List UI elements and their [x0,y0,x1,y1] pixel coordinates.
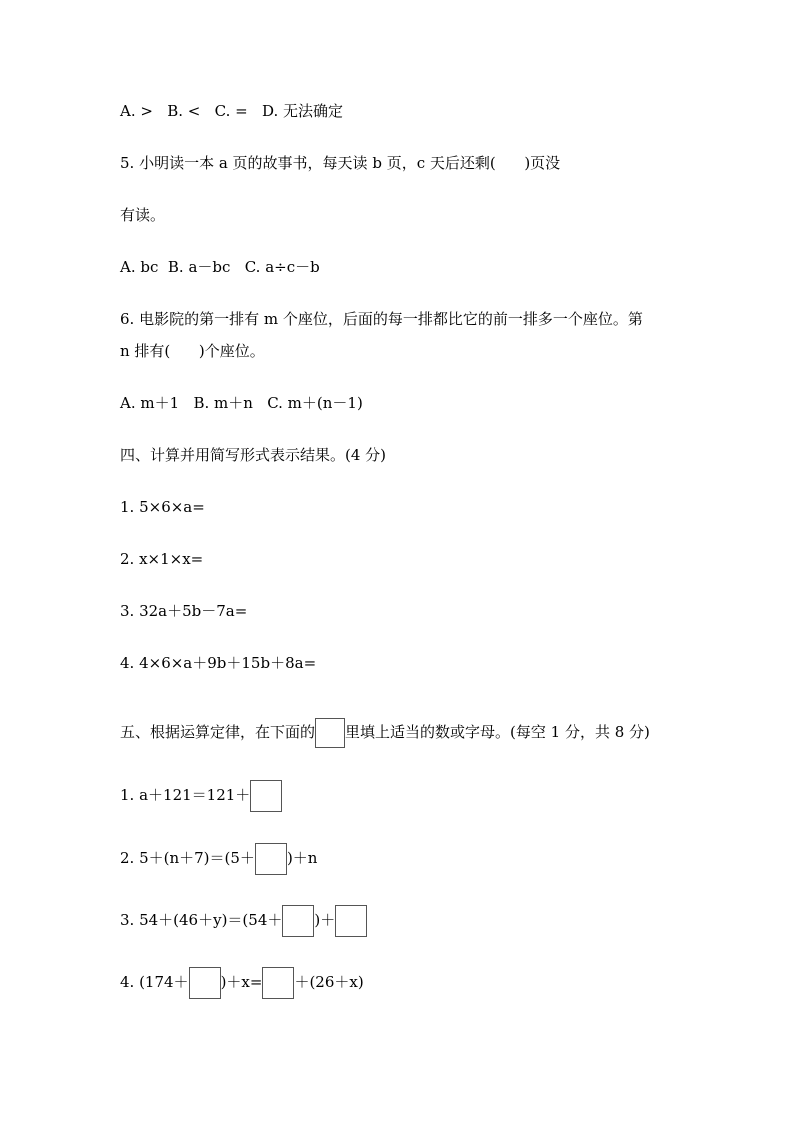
answer-box-1[interactable] [250,780,282,812]
section5-item-4-text-c: ＋(26＋x) [294,973,364,991]
section5-item-4-text-b: )＋x= [220,973,263,991]
section5-title-part1: 五、根据运算定律，在下面的 [120,723,316,741]
q5-options: A. bc B. a－bc C. a÷c－b [120,258,320,276]
section5-item-1-text: 1. a＋121＝121＋ [120,786,251,804]
q5-line2: 有读。 [120,206,166,224]
section5-item-1 [120,780,282,812]
section5-title [120,718,650,748]
answer-box-4a[interactable] [189,967,221,999]
section5-title-part2: 里填上适当的数或字母。(每空 1 分，共 8 分) [345,723,650,741]
section4-item-2: 2. x×1×x= [120,550,204,568]
q4-options: A. > B. < C. = D. 无法确定 [120,102,344,120]
section5-item-4 [120,967,364,999]
section4-item-1: 1. 5×6×a= [120,498,205,516]
section4-item-3: 3. 32a＋5b－7a= [120,602,248,620]
answer-box-4b[interactable] [262,967,294,999]
section5-item-3-text-b: )＋ [314,911,336,929]
answer-box-3b[interactable] [335,905,367,937]
q6-line2: n 排有( )个座位。 [120,342,265,360]
section5-item-2-text-b: )＋n [286,849,318,867]
q6-line1: 6. 电影院的第一排有 m 个座位，后面的每一排都比它的前一排多一个座位。第 [120,310,643,328]
section5-item-4-text-a: 4. (174＋ [120,973,189,991]
section5-item-2 [120,843,317,875]
q5-line1: 5. 小明读一本 a 页的故事书，每天读 b 页，c 天后还剩( )页没 [120,154,561,172]
q6-options: A. m＋1 B. m＋n C. m＋(n－1) [120,394,363,412]
section5-item-2-text-a: 2. 5＋(n＋7)＝(5＋ [120,849,255,867]
answer-box-3a[interactable] [282,905,314,937]
section4-item-4: 4. 4×6×a＋9b＋15b＋8a= [120,654,317,672]
section4-title: 四、计算并用简写形式表示结果。(4 分) [120,446,387,464]
answer-box-sample [315,718,345,748]
section5-item-3-text-a: 3. 54＋(46＋y)＝(54＋ [120,911,283,929]
section5-item-3 [120,905,367,937]
answer-box-2[interactable] [255,843,287,875]
